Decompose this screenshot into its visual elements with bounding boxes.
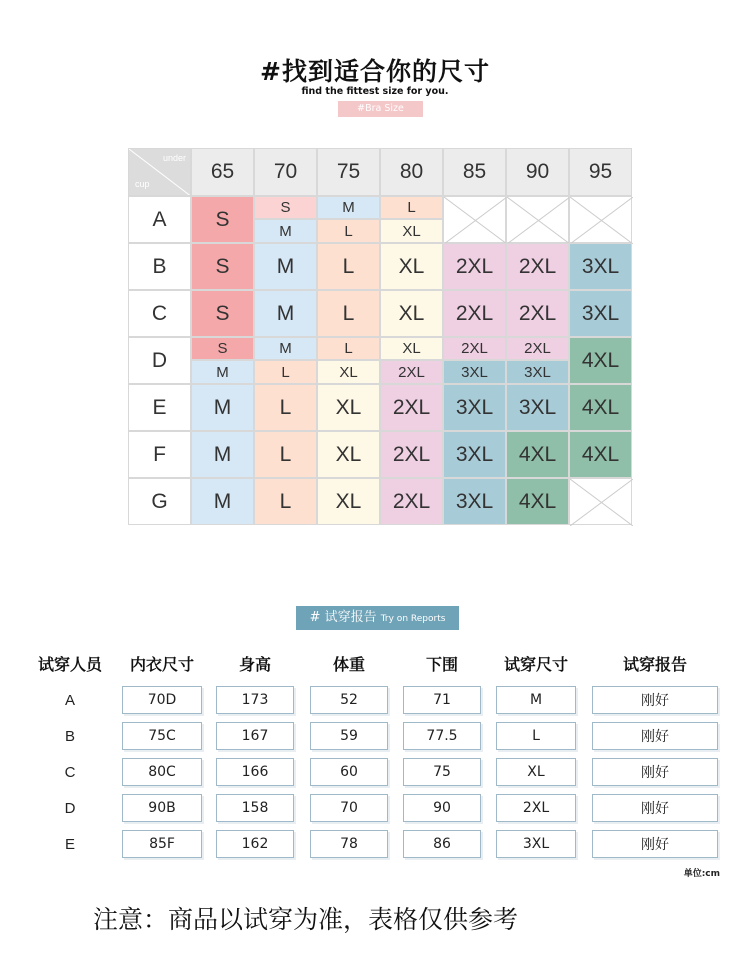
- report-value-box: 刚好: [592, 830, 718, 858]
- report-value-box: 70D: [122, 686, 202, 714]
- report-value-box: 90: [403, 794, 481, 822]
- column-header-75: 75: [317, 148, 380, 196]
- report-header: 体重: [332, 655, 365, 674]
- size-cell-lower: XL: [317, 360, 380, 384]
- size-cell: 3XL: [443, 478, 506, 525]
- size-cell: S: [191, 290, 254, 337]
- empty-cell: [506, 196, 569, 243]
- report-value-box: 158: [216, 794, 294, 822]
- size-cell: 3XL: [443, 384, 506, 431]
- size-cell: M: [191, 384, 254, 431]
- size-cell: 4XL: [569, 337, 632, 384]
- tester-label: A: [64, 692, 75, 709]
- size-cell-lower: XL: [380, 219, 443, 243]
- report-value-box: 刚好: [592, 794, 718, 822]
- report-value-box: 173: [216, 686, 294, 714]
- report-value-box: 59: [310, 722, 388, 750]
- row-header-E: E: [128, 384, 191, 431]
- size-cell-lower: 3XL: [443, 360, 506, 384]
- page-subtitle: find the fittest size for you.: [301, 86, 449, 97]
- page-title: #找到适合你的尺寸: [260, 57, 490, 86]
- size-cell: 4XL: [569, 384, 632, 431]
- badge-label-en: Try on Reports: [380, 614, 446, 624]
- size-cell: 2XL: [443, 243, 506, 290]
- badge-label: # 试穿报告: [309, 610, 377, 625]
- report-value-box: 77.5: [403, 722, 481, 750]
- empty-cell: [569, 478, 632, 525]
- report-value-box: 71: [403, 686, 481, 714]
- size-cell: 3XL: [443, 431, 506, 478]
- report-value-box: L: [496, 722, 576, 750]
- size-cell: M: [254, 243, 317, 290]
- size-cell: L: [254, 478, 317, 525]
- row-header-D: D: [128, 337, 191, 384]
- row-header-C: C: [128, 290, 191, 337]
- column-header-80: 80: [380, 148, 443, 196]
- report-value-box: 刚好: [592, 686, 718, 714]
- size-cell: 4XL: [569, 431, 632, 478]
- column-header-85: 85: [443, 148, 506, 196]
- size-cell: XL: [317, 384, 380, 431]
- corner-cup-label: cup: [135, 179, 150, 189]
- report-value-box: 刚好: [592, 722, 718, 750]
- bra-size-tag: #Bra Size: [338, 101, 423, 117]
- size-cell: 2XL: [506, 243, 569, 290]
- size-cell-upper: M: [254, 337, 317, 360]
- size-cell-upper: 2XL: [506, 337, 569, 360]
- column-header-70: 70: [254, 148, 317, 196]
- size-cell: M: [254, 290, 317, 337]
- bra-size-grid: [128, 148, 632, 526]
- column-header-65: 65: [191, 148, 254, 196]
- size-cell: XL: [380, 243, 443, 290]
- row-header-A: A: [128, 196, 191, 243]
- size-cell: S: [191, 196, 254, 243]
- size-cell: 2XL: [443, 290, 506, 337]
- report-header: 身高: [238, 655, 271, 674]
- size-cell: XL: [317, 431, 380, 478]
- size-cell-upper: L: [317, 337, 380, 360]
- unit-label: 单位:cm: [683, 869, 720, 879]
- report-value-box: XL: [496, 758, 576, 786]
- size-cell-lower: M: [254, 219, 317, 243]
- size-cell-lower: 2XL: [380, 360, 443, 384]
- size-cell: L: [254, 384, 317, 431]
- report-header: 内衣尺寸: [129, 655, 194, 674]
- size-cell: XL: [317, 478, 380, 525]
- size-cell: 3XL: [569, 290, 632, 337]
- size-cell: XL: [380, 290, 443, 337]
- size-cell-upper: XL: [380, 337, 443, 360]
- report-value-box: 60: [310, 758, 388, 786]
- size-cell: 2XL: [380, 478, 443, 525]
- report-value-box: 52: [310, 686, 388, 714]
- size-cell: 4XL: [506, 431, 569, 478]
- size-cell: S: [191, 243, 254, 290]
- size-cell: 3XL: [569, 243, 632, 290]
- grid-corner: [128, 148, 191, 196]
- report-header: 试穿尺寸: [503, 655, 568, 674]
- report-value-box: 80C: [122, 758, 202, 786]
- report-value-box: 刚好: [592, 758, 718, 786]
- size-cell-upper: L: [380, 196, 443, 219]
- report-value-box: 90B: [122, 794, 202, 822]
- report-value-box: 75: [403, 758, 481, 786]
- report-value-box: 78: [310, 830, 388, 858]
- row-header-B: B: [128, 243, 191, 290]
- disclaimer-note: 注意：商品以试穿为准，表格仅供参考: [93, 905, 519, 934]
- size-cell: 2XL: [380, 384, 443, 431]
- size-cell-upper: 2XL: [443, 337, 506, 360]
- report-value-box: 166: [216, 758, 294, 786]
- size-cell-upper: S: [191, 337, 254, 360]
- report-value-box: 162: [216, 830, 294, 858]
- report-value-box: 75C: [122, 722, 202, 750]
- tester-label: C: [64, 764, 76, 781]
- try-on-report-badge: [296, 606, 459, 630]
- report-value-box: 85F: [122, 830, 202, 858]
- size-cell: M: [191, 478, 254, 525]
- size-cell: 4XL: [506, 478, 569, 525]
- column-header-90: 90: [506, 148, 569, 196]
- report-value-box: 70: [310, 794, 388, 822]
- size-cell: L: [317, 290, 380, 337]
- size-cell: L: [254, 431, 317, 478]
- report-value-box: M: [496, 686, 576, 714]
- tester-label: D: [64, 800, 76, 817]
- size-cell: 2XL: [380, 431, 443, 478]
- row-header-F: F: [128, 431, 191, 478]
- size-cell-upper: M: [317, 196, 380, 219]
- report-value-box: 3XL: [496, 830, 576, 858]
- report-value-box: 2XL: [496, 794, 576, 822]
- column-header-95: 95: [569, 148, 632, 196]
- report-header: 试穿人员: [37, 655, 102, 674]
- tester-label: B: [64, 728, 75, 745]
- tester-label: E: [64, 836, 75, 853]
- empty-cell: [569, 196, 632, 243]
- size-cell: 3XL: [506, 384, 569, 431]
- size-cell: M: [191, 431, 254, 478]
- size-cell: L: [317, 243, 380, 290]
- size-cell-lower: L: [254, 360, 317, 384]
- report-header: 试穿报告: [622, 655, 687, 674]
- size-cell-lower: L: [317, 219, 380, 243]
- size-cell-upper: S: [254, 196, 317, 219]
- report-header: 下围: [425, 655, 458, 674]
- size-cell: 2XL: [506, 290, 569, 337]
- corner-under-label: under: [162, 153, 186, 163]
- size-cell-lower: 3XL: [506, 360, 569, 384]
- report-value-box: 86: [403, 830, 481, 858]
- report-value-box: 167: [216, 722, 294, 750]
- size-cell-lower: M: [191, 360, 254, 384]
- empty-cell: [443, 196, 506, 243]
- row-header-G: G: [128, 478, 191, 525]
